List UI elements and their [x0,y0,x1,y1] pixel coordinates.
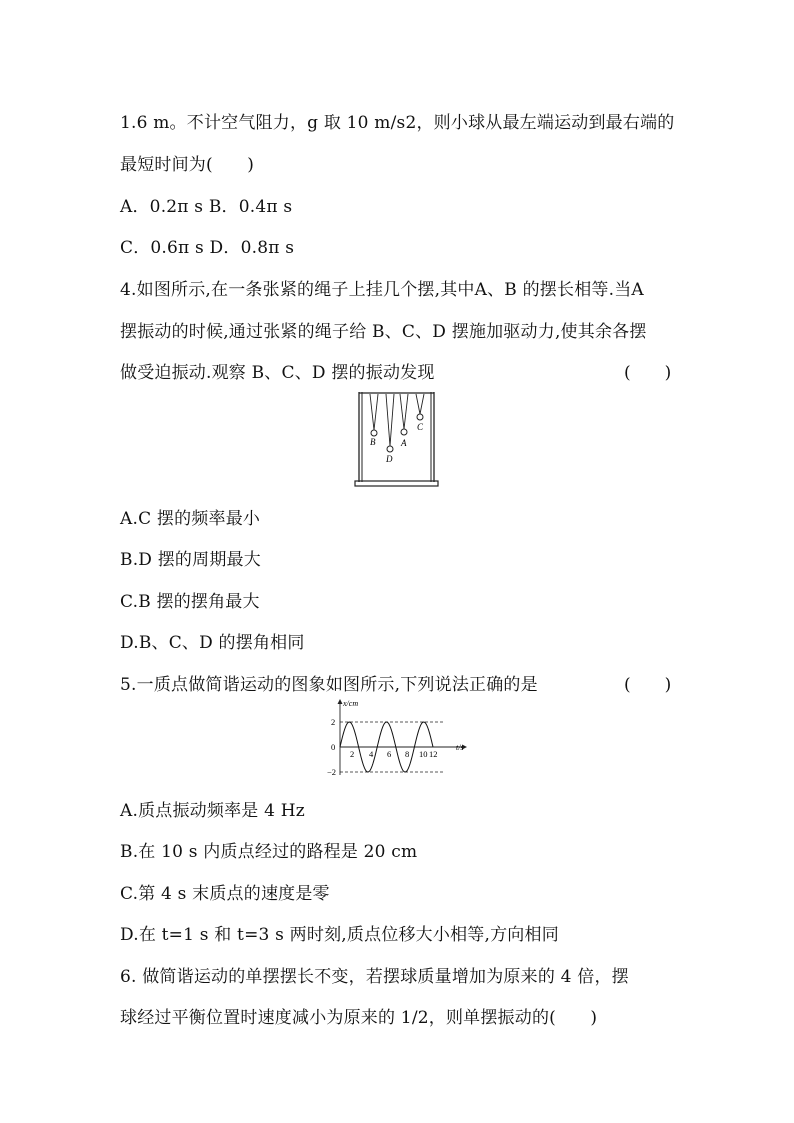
q4-option-c: C.B 摆的摆角最大 [120,592,260,612]
y-tick-2: 2 [331,717,336,727]
pendulum-label-a: A [401,438,407,448]
pendulum-figure [354,390,440,488]
y-tick-neg2: −2 [327,767,337,777]
q4-stem-line2: 摆振动的时候,通过张紧的绳子给 B、C、D 摆施加驱动力,使其余各摆 [120,322,647,342]
q5-option-c: C.第 4 s 末质点的速度是零 [120,884,330,904]
pendulum-label-b: B [370,437,376,447]
y-axis-label: x/cm [343,699,359,708]
q4-option-b: B.D 摆的周期最大 [120,550,261,570]
y-tick-0: 0 [331,742,336,752]
q5-answer-paren: ( ) [624,675,672,695]
pendulum-label-c: C [417,422,424,432]
x-axis-label: t/s [456,743,464,752]
q3-stem-line2: 最短时间为( ) [120,155,255,175]
q5-option-b: B.在 10 s 内质点经过的路程是 20 cm [120,842,418,862]
q4-answer-paren: ( ) [624,363,672,383]
q3-option-cd: C．0.6π s D．0.8π s [120,238,295,258]
shm-graph [326,697,474,779]
q4-stem-line1: 4.如图所示,在一条张紧的绳子上挂几个摆,其中A、B 的摆长相等.当A [120,280,644,300]
x-axis-arrow-icon [338,699,343,704]
q5-stem: 5.一质点做简谐运动的图象如图所示,下列说法正确的是 [120,675,538,695]
x-tick-6: 6 [387,749,392,759]
q4-stem-line3: 做受迫振动.观察 B、C、D 摆的振动发现 [120,363,435,383]
x-tick-12: 12 [429,749,438,759]
q5-option-a: A.质点振动频率是 4 Hz [120,801,305,821]
pendulum-label-d: D [386,454,393,464]
q6-stem-line2: 球经过平衡位置时速度减小为原来的 1/2，则单摆振动的( ) [120,1008,598,1028]
q6-stem-line1: 6. 做简谐运动的单摆摆长不变，若摆球质量增加为原来的 4 倍，摆 [120,967,629,987]
q4-option-d: D.B、C、D 的摆角相同 [120,633,305,653]
x-tick-4: 4 [369,749,374,759]
q3-stem-line1: 1.6 m。不计空气阻力，g 取 10 m/s2，则小球从最左端运动到最右端的 [120,113,675,133]
x-tick-10: 10 [419,749,428,759]
x-tick-2: 2 [350,749,355,759]
q4-option-a: A.C 摆的频率最小 [120,509,261,529]
x-tick-8: 8 [405,749,410,759]
q5-option-d: D.在 t=1 s 和 t=3 s 两时刻,质点位移大小相等,方向相同 [120,925,559,945]
q3-option-ab: A．0.2π s B．0.4π s [120,197,293,217]
